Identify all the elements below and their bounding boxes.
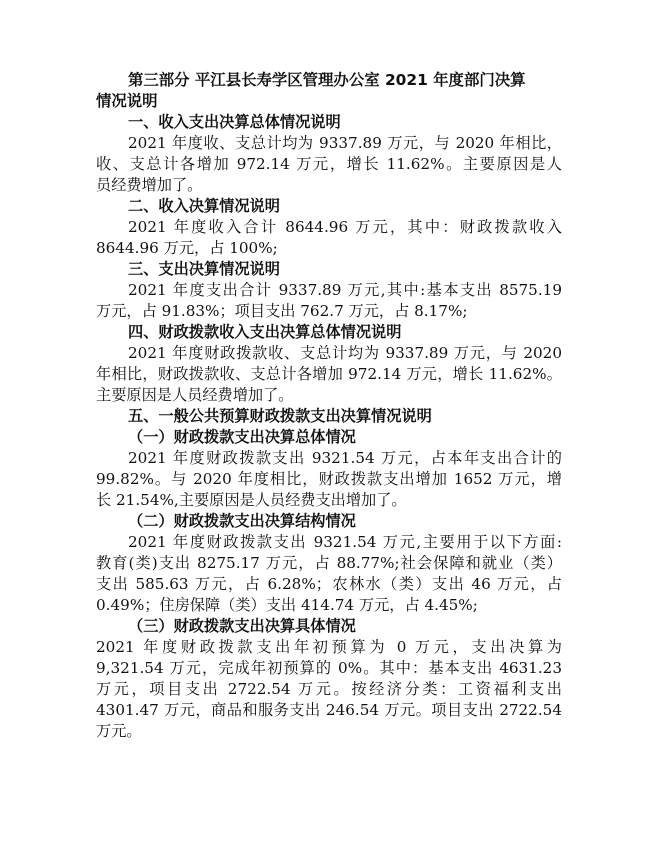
paragraph-line: 2021 年度财政拨款支出年初预算为 0 万元，支出决算为	[96, 638, 562, 656]
subsection-3-heading: （三）财政拨款支出决算具体情况	[128, 617, 356, 635]
section-1-paragraph	[96, 133, 562, 196]
document-title	[96, 70, 562, 112]
paragraph-line: 年相比，财政拨款收、支总计各增加 972.14 万元，增长 11.62%。	[96, 365, 562, 383]
section-1-heading: 一、收入支出决算总体情况说明	[128, 113, 341, 131]
subsection-1-paragraph	[96, 448, 562, 511]
paragraph-line: 2021 年度财政拨款支出 9321.54 万元,主要用于以下方面:	[128, 533, 562, 551]
subsection-1-heading: （一）财政拨款支出决算总体情况	[128, 428, 356, 446]
paragraph-line: 万元，项目支出 2722.54 万元。按经济分类：工资福利支出	[96, 680, 562, 698]
section-5	[96, 406, 562, 742]
paragraph-line: 4301.47 万元，商品和服务支出 246.54 万元。项目支出 2722.54	[96, 701, 562, 719]
document-page	[96, 70, 562, 742]
title-line-1: 第三部分 平江县长寿学区管理办公室 2021 年度部门决算	[128, 71, 526, 89]
paragraph-line: 长 21.54%,主要原因是人员经费支出增加了。	[96, 491, 407, 509]
section-2-heading: 二、收入决算情况说明	[128, 197, 280, 215]
section-2-paragraph	[96, 217, 562, 259]
section-3-paragraph	[96, 280, 562, 322]
section-3	[96, 259, 562, 322]
paragraph-line: 2021 年度收入合计 8644.96 万元，其中：财政拨款收入	[128, 218, 562, 236]
paragraph-line: 收、支总计各增加 972.14 万元，增长 11.62%。主要原因是人	[96, 155, 562, 173]
paragraph-line: 万元。	[96, 722, 142, 740]
paragraph-line: 2021 年度财政拨款收、支总计均为 9337.89 万元，与 2020	[128, 344, 562, 362]
paragraph-line: 万元，占 91.83%；项目支出 762.7 万元，占 8.17%;	[96, 302, 468, 320]
paragraph-line: 支出 585.63 万元，占 6.28%；农林水（类）支出 46 万元，占	[96, 575, 562, 593]
title-line-2: 情况说明	[96, 92, 158, 110]
paragraph-line: 主要原因是人员经费增加了。	[96, 386, 294, 404]
subsection-3-paragraph	[96, 637, 562, 742]
section-5-heading: 五、一般公共预算财政拨款支出决算情况说明	[128, 407, 432, 425]
paragraph-line: 教育(类)支出 8275.17 万元，占 88.77%;社会保障和就业（类）	[96, 554, 562, 572]
section-3-heading: 三、支出决算情况说明	[128, 260, 280, 278]
paragraph-line: 2021 年度支出合计 9337.89 万元,其中:基本支出 8575.19	[128, 281, 562, 299]
section-4-heading: 四、财政拨款收入支出决算总体情况说明	[128, 323, 402, 341]
paragraph-line: 2021 年度收、支总计均为 9337.89 万元，与 2020 年相比，	[128, 134, 562, 152]
section-1	[96, 112, 562, 196]
paragraph-line: 99.82%。与 2020 年度相比，财政拨款支出增加 1652 万元，增	[96, 470, 562, 488]
subsection-2-heading: （二）财政拨款支出决算结构情况	[128, 512, 356, 530]
section-4	[96, 322, 562, 406]
section-4-paragraph	[96, 343, 562, 406]
paragraph-line: 9,321.54 万元，完成年初预算的 0%。其中：基本支出 4631.23	[96, 659, 562, 677]
paragraph-line: 8644.96 万元，占 100%;	[96, 239, 278, 257]
subsection-2-paragraph	[96, 532, 562, 616]
paragraph-line: 员经费增加了。	[96, 176, 203, 194]
paragraph-line: 0.49%；住房保障（类）支出 414.74 万元，占 4.45%;	[96, 596, 478, 614]
section-2	[96, 196, 562, 259]
paragraph-line: 2021 年度财政拨款支出 9321.54 万元，占本年支出合计的	[128, 449, 562, 467]
